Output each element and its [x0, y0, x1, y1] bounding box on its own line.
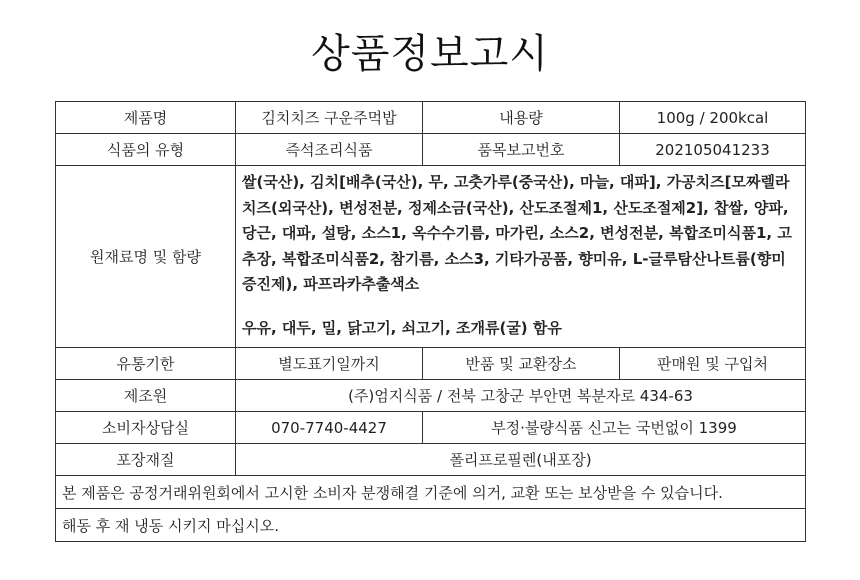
return-place-value: 판매원 및 구입처 [620, 348, 806, 380]
manufacturer-label: 제조원 [56, 380, 236, 412]
packaging-value: 폴리프로필렌(내포장) [236, 444, 806, 476]
exchange-notice: 본 제품은 공정거래위원회에서 고시한 소비자 분쟁해결 기준에 의거, 교환 또는 보상받을 수 있습니다. [56, 476, 806, 509]
product-info-table [55, 101, 806, 542]
consumer-center-label: 소비자상담실 [56, 412, 236, 444]
table-row [56, 166, 806, 348]
packaging-label: 포장재질 [56, 444, 236, 476]
table-row [56, 134, 806, 166]
food-type-label: 식품의 유형 [56, 134, 236, 166]
table-row [56, 348, 806, 380]
content-label: 내용량 [423, 102, 620, 134]
report-number-value: 202105041233 [620, 134, 806, 166]
product-name-label: 제품명 [56, 102, 236, 134]
table-row [56, 102, 806, 134]
expiry-value: 별도표기일까지 [236, 348, 423, 380]
ingredients-label: 원재료명 및 함량 [56, 166, 236, 348]
return-place-label: 반품 및 교환장소 [423, 348, 620, 380]
page-title: 상품정보고시 [311, 31, 549, 77]
food-type-value: 즉석조리식품 [236, 134, 423, 166]
ingredients-text: 쌀(국산), 김치[배추(국산), 무, 고춧가루(중국산), 마늘, 대파], 가공치즈[모짜렐라치즈(외국산), 변성전분, 정제소금(국산), 산도조절제1, 산도조절제2], 찹쌀, 양파, 당근, 대파, 설탕, 소스1, 옥수수기름, 마가린, 소스2, 변성전분, 복합조미식품1, 고추장, 복합조미식품2, 참기름, 소스3, 기타가공품, 향미유, L-글루탐산나트륨(향미증진제), 파프라카추출색소 [242, 173, 792, 293]
report-number-label: 품목보고번호 [423, 134, 620, 166]
table-row [56, 509, 806, 542]
table-row [56, 476, 806, 509]
allergy-text: 우유, 대두, 밀, 닭고기, 쇠고기, 조개류(굴) 함유 [242, 318, 562, 337]
consumer-center-phone: 070-7740-4427 [236, 412, 423, 444]
table-row [56, 380, 806, 412]
product-name-value: 김치치즈 구운주먹밥 [236, 102, 423, 134]
manufacturer-value: (주)엄지식품 / 전북 고창군 부안면 복분자로 434-63 [236, 380, 806, 412]
refreeze-warning: 해동 후 재 냉동 시키지 마십시오. [56, 509, 806, 542]
ingredients-cell [236, 166, 806, 348]
expiry-label: 유통기한 [56, 348, 236, 380]
table-row [56, 444, 806, 476]
report-info: 부정·불량식품 신고는 국번없이 1399 [423, 412, 806, 444]
table-row [56, 412, 806, 444]
content-value: 100g / 200kcal [620, 102, 806, 134]
